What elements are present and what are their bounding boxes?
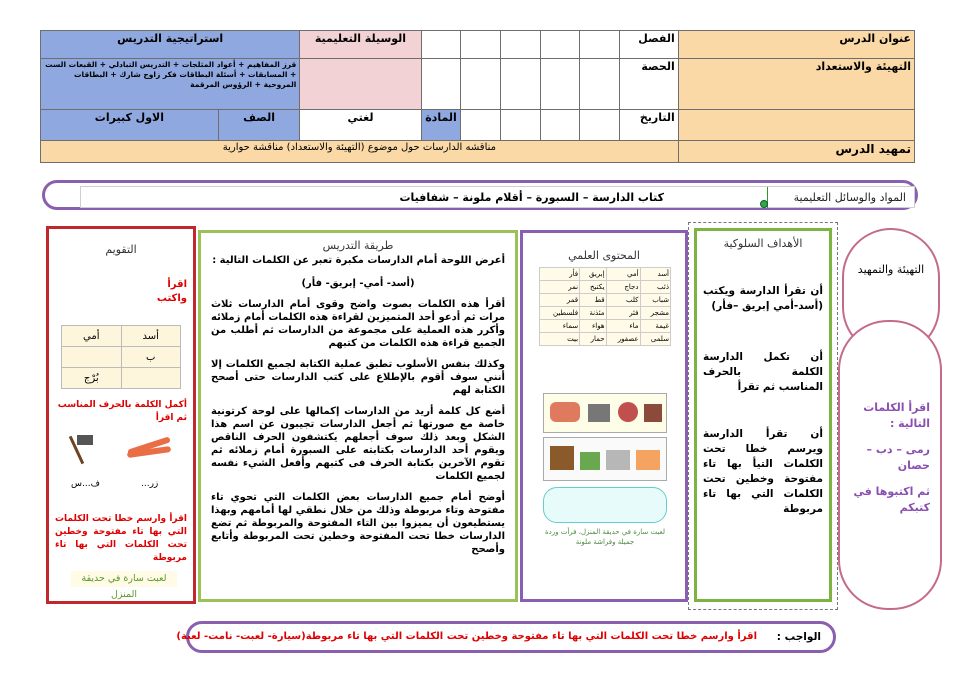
objectives-box [694,228,832,602]
content-grid-cell: فلسطين [540,307,580,320]
evaluation-grid-cell: بُرْج [62,368,122,389]
tv-picture [606,450,630,470]
method-p5: أوضح أمام جميع الدارسات بعض الكلمات التي تحوي تاء مفتوحة وتاء مربوطة وذلك من خلال نطقي لها أمامهم وبهذا يستطيعون أن يميزوا بين التاء المفتوحة والمربوطة ثم تضع الدارسات خطا تحت المفتوحة وخطين تحت المربوطة وأتابع وأصحح [211,492,505,555]
method-box [198,230,518,602]
content-grid-cell: ذئب [640,281,670,294]
homework-label: الواجب : [776,631,821,643]
subject-value: لغتي [300,110,421,140]
method-p3: وكذلك بنفس الأسلوب تطبق عملية الكتابة لجميع الكلمات إلا أنني سوف أقوم بالإطلاع على كتب الدارسات حتى أصحح الكتابة لهم [211,359,505,396]
content-grid-row [540,320,671,333]
content-grid-cell: سماء [540,320,580,333]
content-grid-cell: قط [580,294,606,307]
content-grid-cell: مئذنة [580,307,606,320]
content-word-grid [539,267,671,346]
grade-value: الاول كبيرات [41,110,219,140]
evaluation-grid-row [62,368,181,389]
prep-label: التهيئة والاستعداد [678,59,914,110]
content-box [520,230,688,602]
content-grid-cell: مشجر [640,307,670,320]
evaluation-grid-cell: ب [121,347,181,368]
intro-label: تمهيد الدرس [678,140,914,162]
method-p1b: (أسد- أمي- إبريق- فأر) [301,278,415,289]
grade-label: الصف [218,110,300,140]
evaluation-grid-cell: أمي [62,326,122,347]
content-grid-cell: قمر [540,294,580,307]
content-grid-cell: كلب [606,294,640,307]
warmup-line2: رمى – دب – حصان [866,443,930,472]
content-bubble [543,487,667,523]
evaluation-e1: اقرأ واكتب [156,279,187,304]
content-grid-row [540,281,671,294]
lesson-header-table [40,30,915,163]
evaluation-grid-cell [121,368,181,389]
warmup-line1: اقرأ الكلمات التالية : [863,401,930,430]
objective-1: أن تقرأ الدارسة ويكتب (أسد-أمي إبريق –فأر) [703,285,823,312]
intro-text: مناقشه الدارسات حول موضوع (التهيئة والاستعداد) مناقشة حوارية [41,140,679,162]
materials-label: المواد والوسائل التعليمية [793,191,906,204]
content-grid-cell: سلمى [640,333,670,346]
strategies-text: قرز المفاهيم + أعواد المثلجات + التدريس التبادلي + القبعات الست + المسابقات + أسئلة البطاقات فكر زاوج شارك + البطاقات المروحية + الرؤوس المرقمة [41,59,300,110]
axe-icon [71,431,111,467]
warmup-line3: ثم اكتبوها في كتبكم [853,485,930,514]
warmup-title: التهيئة والتمهيد [857,263,925,276]
strategies-label: استراتيجية التدريس [41,31,300,59]
tree-picture [644,404,662,422]
date-label: التاريخ [620,110,679,140]
method-p2: أقرأ هذه الكلمات بصوت واضح وقوى أمام الدارسات ثلاث مرات ثم أدعو أحد المتميزين لقراءة هذه الكلمات أمام زملائه وأكرر هذه العملية على مجموعة من الدارسات ثم أطلب من الجميع قراءة هذه الكلمات من كتبهم [211,299,505,349]
lesson-title-label: عنوان الدرس [678,31,914,59]
content-title: المحتوى العلمي [568,249,640,262]
evaluation-box [46,226,196,604]
content-grid-row [540,268,671,281]
evaluation-e2: أكمل الكلمة بالحرف المناسب ثم اقرأ [57,400,187,423]
evaluation-sentence: لعبت سارة في حديقة المنزل [71,571,177,587]
content-grid-cell: فئر [606,307,640,320]
objective-2: أن تكمل الدارسة الكلمة بالحرف المناسب ثم تقرأ [703,351,823,393]
materials-inner [80,186,915,208]
content-grid-row [540,333,671,346]
content-grid-cell: شباب [640,294,670,307]
content-grid-row [540,294,671,307]
homework-text: اقرأ وارسم خطا تحت الكلمات التي بها تاء مفتوحة وخطين تحت الكلمات التي بها تاء مربوطة(سيارة- لعبت- نامت- لعبة) [176,631,757,642]
content-grid-cell: يكتبخ [580,281,606,294]
content-grid-cell: أسد [640,268,670,281]
evaluation-grid [61,325,181,389]
hint-1: زر... [141,479,159,489]
axe-picture [588,404,610,422]
method-p1: أعرض اللوحة أمام الدارسات مكبرة تعبر عن الكلمات التالية : [212,255,505,266]
homework-bar [176,621,836,653]
evaluation-grid-cell [62,347,122,368]
evaluation-title: التقويم [105,243,137,256]
triangle-picture [580,452,600,470]
connector-handle [760,200,768,208]
carrot-picture-2 [636,450,660,470]
content-grid-row [540,307,671,320]
evaluation-e3: اقرأ وارسم خطا تحت الكلمات التي بها تاء مفتوحة وخطين تحت الكلمات التي بها تاء مربوطة [55,514,187,563]
carrot-icon [127,437,177,459]
method-title: طريقة التدريس [322,239,394,252]
content-grid-cell: هواء [580,320,606,333]
materials-value: كتاب الدارسة – السبورة – أقلام ملونة – شفافيات [399,191,664,204]
content-pictures-2 [543,437,667,481]
bag-picture [550,446,574,470]
hint-2: ف...س [71,479,100,489]
warmup-box [838,320,942,610]
evaluation-grid-row [62,326,181,347]
period-label: الحصة [620,59,679,110]
carrot-picture [550,402,580,422]
media-label: الوسيلة التعليمية [300,31,421,59]
evaluation-grid-cell: أسد [121,326,181,347]
evaluation-grid-row [62,347,181,368]
content-grid-cell: بيت [540,333,580,346]
content-grid-cell: غيمة [640,320,670,333]
content-grid-cell: دجاج [606,281,640,294]
content-grid-cell: ماء [606,320,640,333]
subject-label: المادة [421,110,461,140]
content-grid-cell: إبريق [580,268,606,281]
content-grid-cell: أمي [606,268,640,281]
method-p4: أضع كل كلمة أريد من الدارسات إكمالها على لوحة كرتونية خاصة مع صورتها ثم أجعل الدارسات تجيبون عن اسم هذا الشكل وبعد ذلك سوف أجعلهم يكتشفون الحرف الناقص ويقوم أحد الدارسات بكتابته على السبورة أمام زملائه ثم تقوم الآخرين بكتابة الحرف فى كتبهم وأفعل الشيء نفسه لجميع الكلمات [211,406,505,482]
apple-picture [618,402,638,422]
objectives-title: الأهداف السلوكية [723,237,803,250]
content-pictures-1 [543,393,667,433]
content-grid-cell: حمار [580,333,606,346]
content-grid-cell: نمر [540,281,580,294]
content-grid-cell: عصفور [606,333,640,346]
objective-3: أن تقرأ الدارسة ويرسم خطا تحت الكلمات التيأ بها تاء مفتوحة وخطين تحت الكلمات التي بها تاء مربوطة [703,428,823,515]
class-label: الفصل [620,31,679,59]
content-grid-cell: فأر [540,268,580,281]
content-book-caption: لعبت سارة في حديقة المنزل، فرأت وردة جميلة وفراشة ملونة [543,527,667,557]
